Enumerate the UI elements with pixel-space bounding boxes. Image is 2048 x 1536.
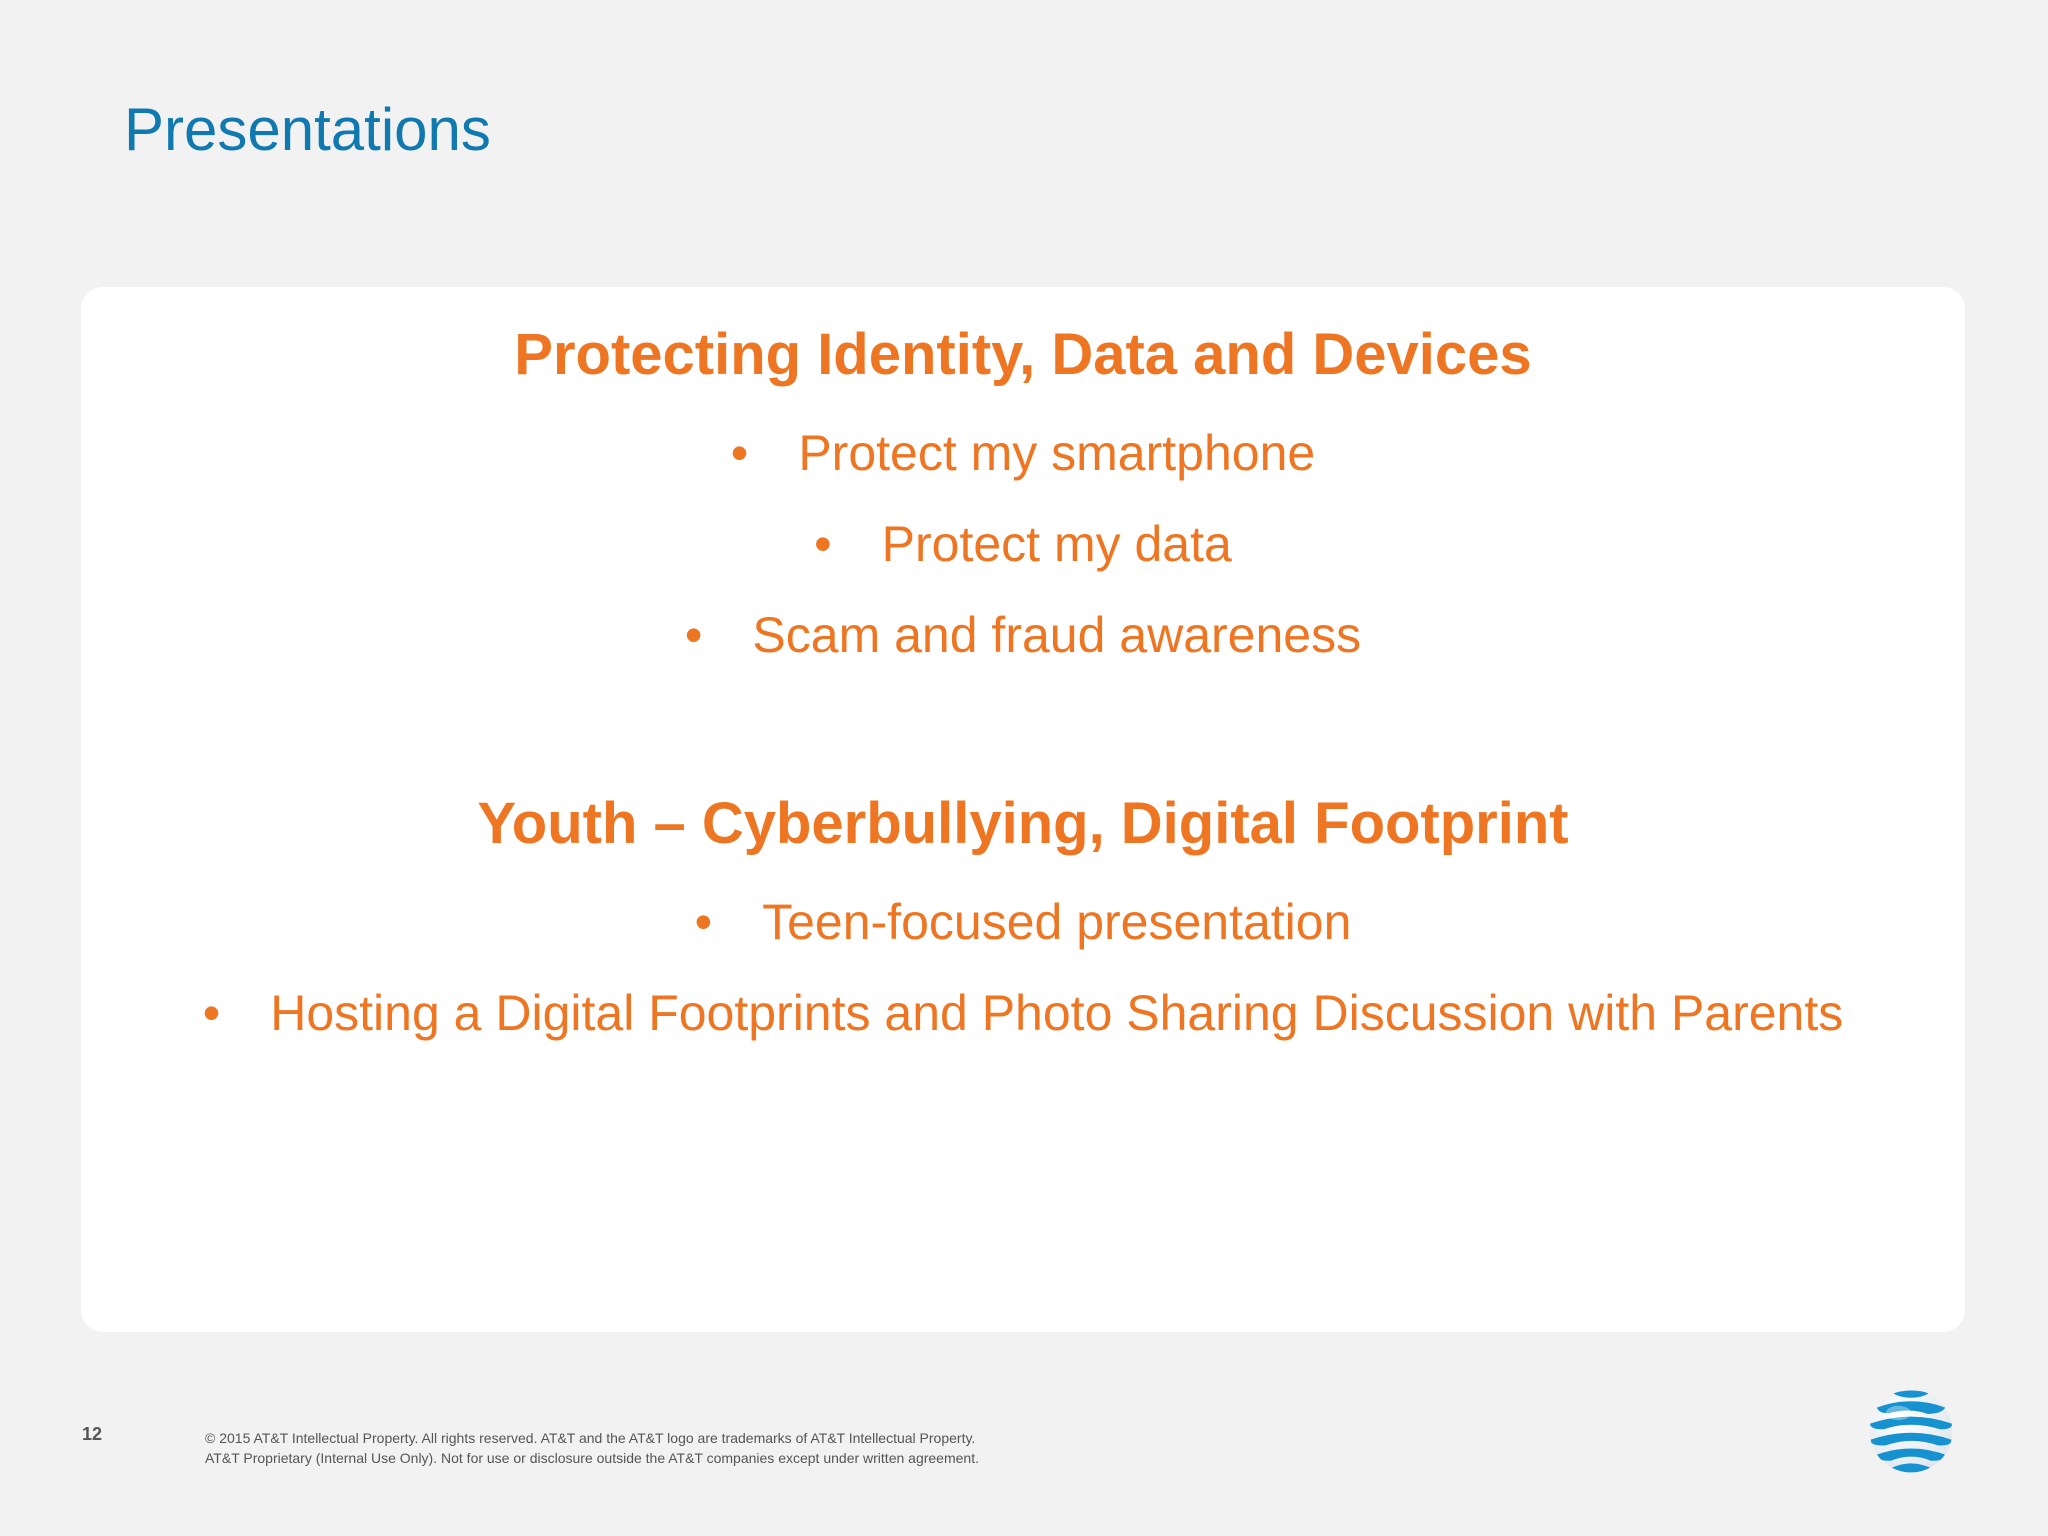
bullet-text: Protect my smartphone [798, 425, 1316, 481]
bullet-item [81, 512, 1965, 576]
bullet-text: Hosting a Digital Footprints and Photo Sharing Discussion with Parents [270, 985, 1844, 1041]
bullet-text: Protect my data [881, 516, 1232, 572]
bullet-icon: • [730, 425, 749, 481]
att-globe-logo-icon [1866, 1386, 1956, 1476]
bullet-icon: • [684, 607, 703, 663]
bullet-text: Teen-focused presentation [762, 894, 1352, 950]
bullet-icon: • [814, 516, 832, 572]
copyright-line: AT&T Proprietary (Internal Use Only). Not for use or disclosure outside the AT&T companies except under written agreement. [205, 1450, 979, 1466]
bullet-item [81, 981, 1965, 1045]
bullet-item [81, 890, 1965, 954]
bullet-text: Scam and fraud awareness [752, 607, 1362, 663]
bullet-item [81, 603, 1965, 667]
bullet-icon: • [694, 894, 713, 950]
copyright-line: © 2015 AT&T Intellectual Property. All rights reserved. AT&T and the AT&T logo are trademarks of AT&T Intellectual Property. [205, 1430, 976, 1446]
section-heading-protecting: Protecting Identity, Data and Devices [514, 322, 1532, 387]
section-heading-youth: Youth – Cyberbullying, Digital Footprint [477, 791, 1569, 856]
bullet-icon: • [202, 985, 221, 1041]
bullet-item [81, 421, 1965, 485]
page-number: 12 [82, 1424, 103, 1444]
content-panel [81, 287, 1965, 1332]
copyright-notice [205, 1428, 979, 1468]
slide-title: Presentations [124, 96, 491, 163]
